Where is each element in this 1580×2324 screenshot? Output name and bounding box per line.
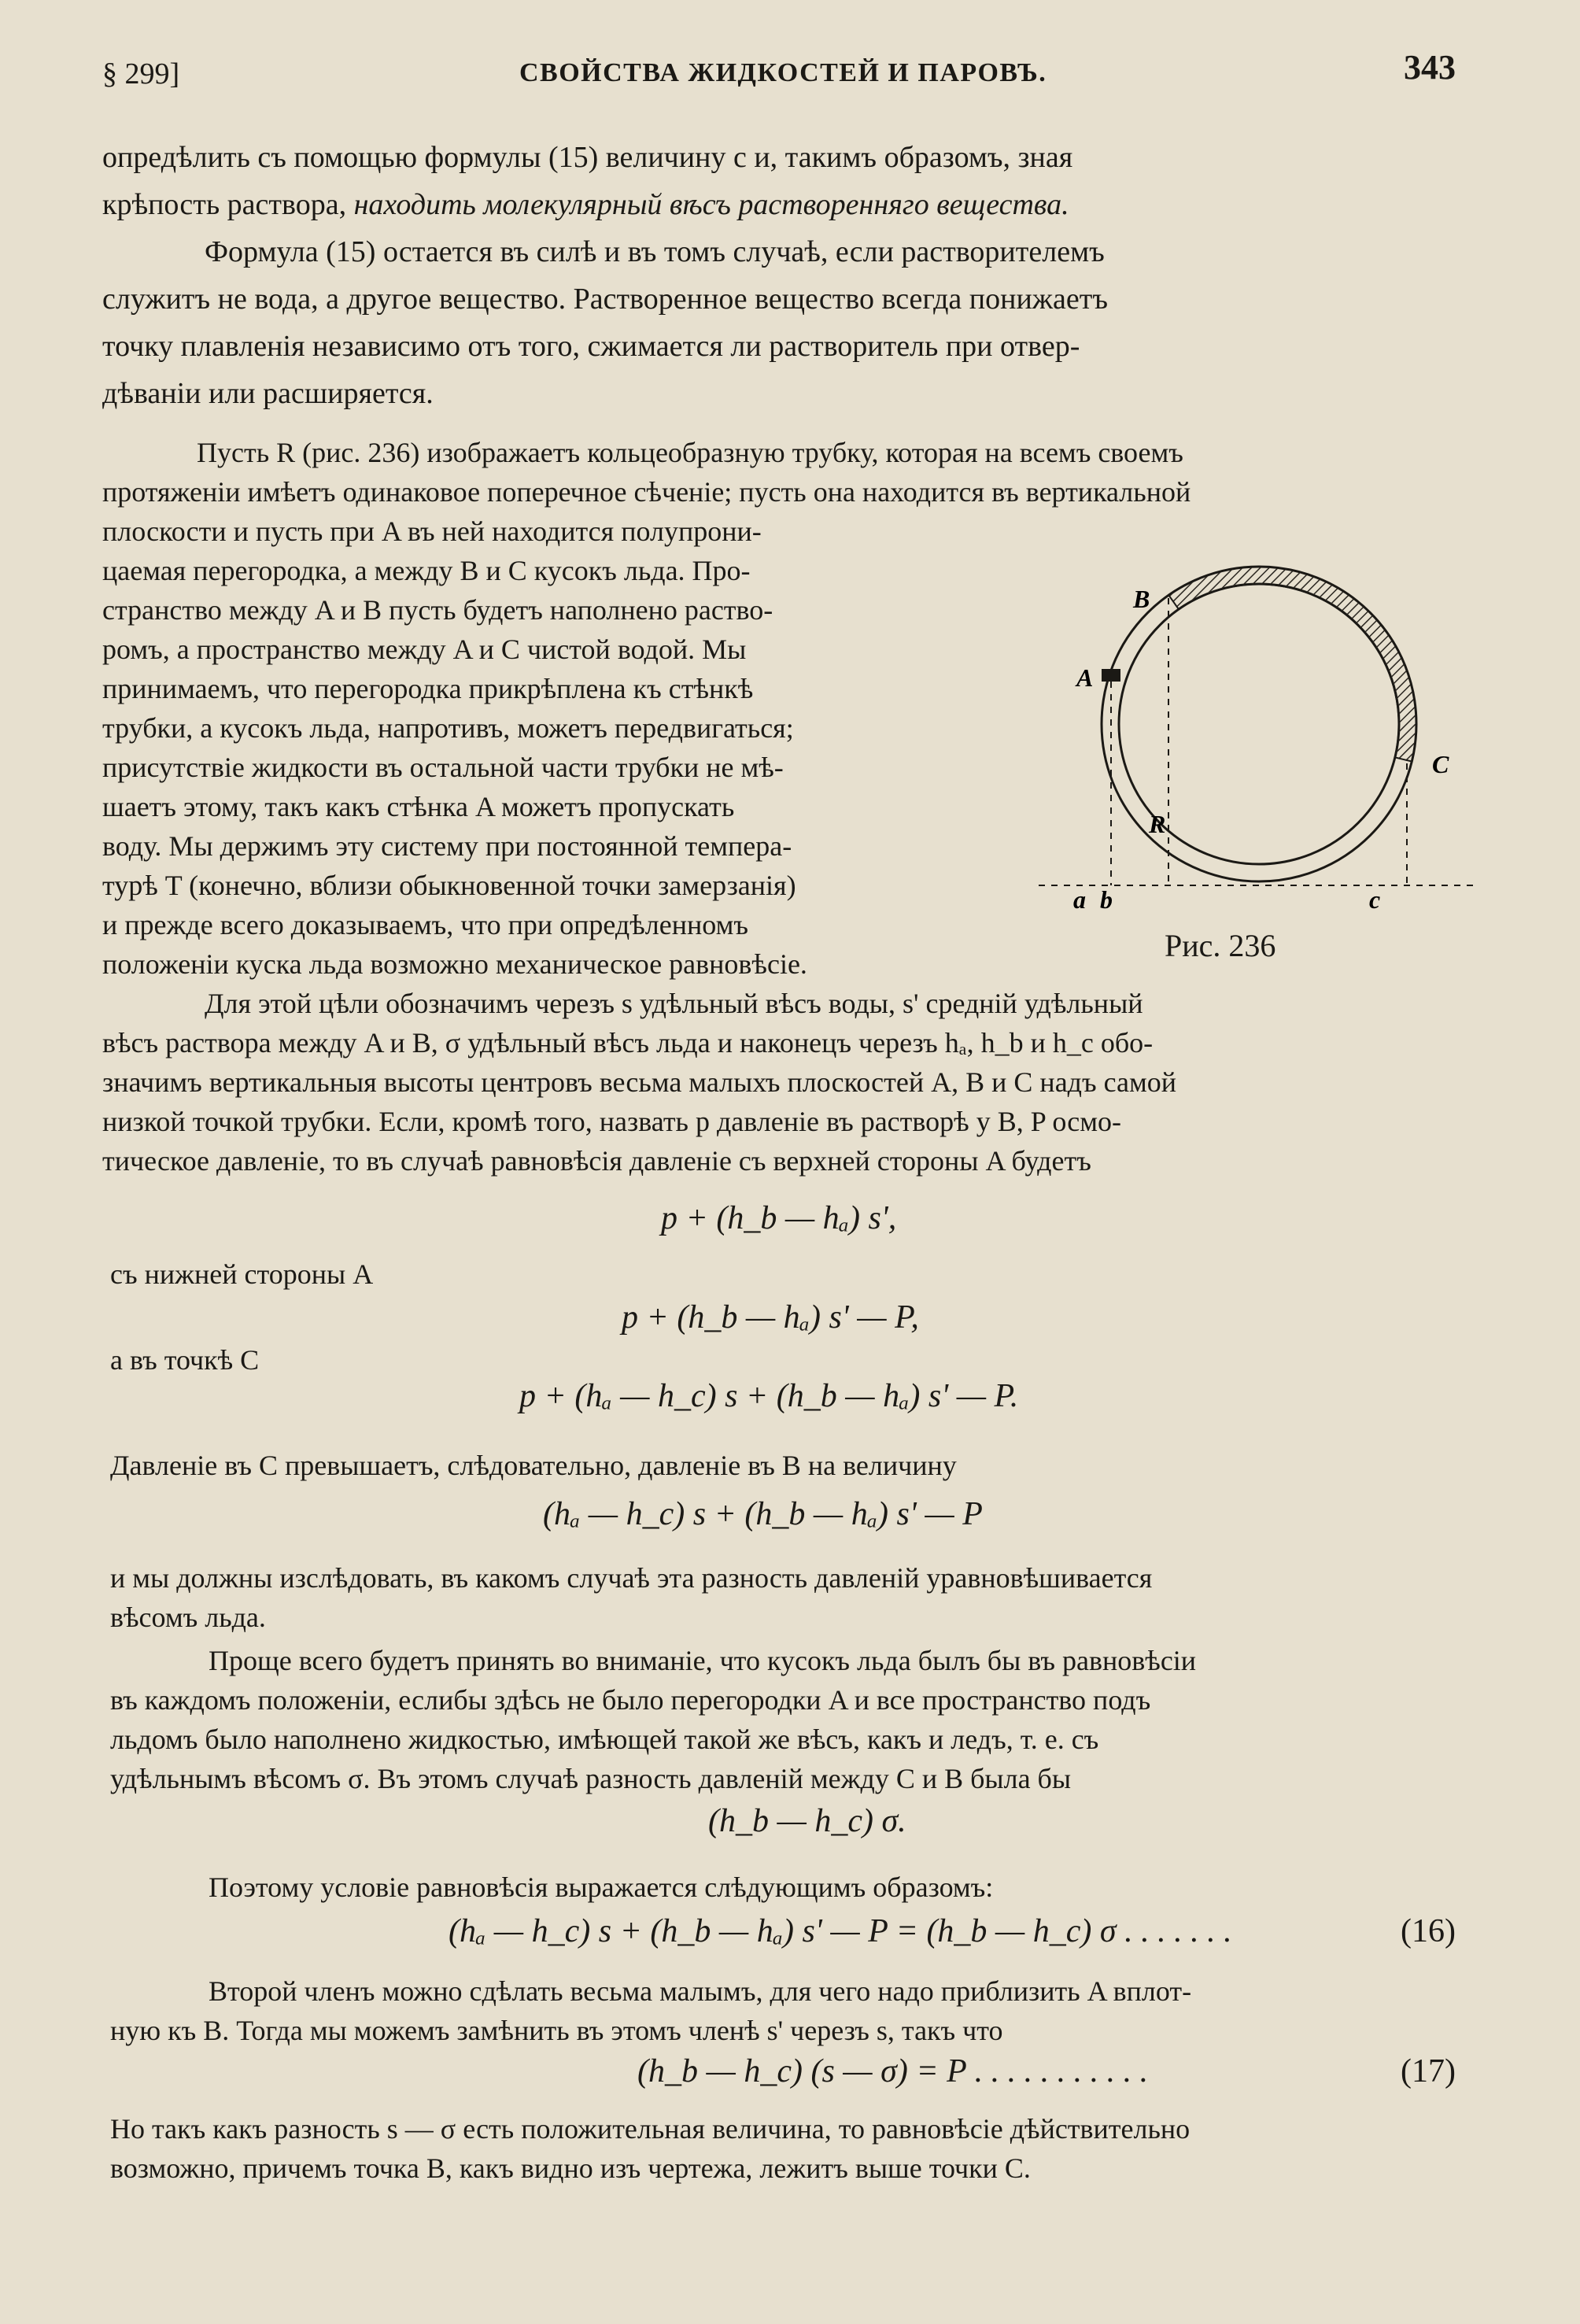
text-line: опредѣлить съ помощью формулы (15) величину c и, такимъ образомъ, зная — [102, 141, 1073, 174]
text-line: а въ точкѣ C — [110, 1344, 260, 1376]
page-number: 343 — [1404, 48, 1456, 87]
text-line: вѣсомъ льда. — [110, 1602, 266, 1633]
equation-16-body: (hₐ — h_c) s + (h_b — hₐ) s' — P = (h_b — h_c) σ . . . . . . . — [449, 1913, 1232, 1949]
text-line: странство между A и B пусть будетъ наполнено раство- — [102, 594, 773, 626]
text-span: крѣпость раствора, — [102, 188, 354, 221]
text-line: плоскости и пусть при A въ ней находится полупрони- — [102, 515, 762, 547]
text-line: Формула (15) остается въ силѣ и въ томъ случаѣ, если растворителемъ — [205, 235, 1105, 268]
text-line: Поэтому условіе равновѣсія выражается слѣдующимъ образомъ: — [209, 1871, 994, 1903]
text-line: удѣльнымъ вѣсомъ σ. Въ этомъ случаѣ разность давленій между C и B была бы — [110, 1763, 1072, 1794]
equation-17 — [637, 2052, 1456, 2090]
text-line: Пусть R (рис. 236) изображаетъ кольцеобразную трубку, которая на всемъ своемъ — [197, 437, 1183, 468]
text-line: ную къ B. Тогда мы можемъ замѣнить въ этомъ членѣ s' черезъ s, такъ что — [110, 2015, 1003, 2046]
emphasis-text: находить молекулярный вѣсъ растворенняго вещества. — [353, 188, 1069, 221]
equation-17-number: (17) — [1401, 2053, 1456, 2089]
text-line: Второй членъ можно сдѣлать весьма малымъ, для чего надо приблизить A вплот- — [209, 1975, 1192, 2007]
text-line: присутствіе жидкости въ остальной части трубки не мѣ- — [102, 752, 784, 783]
equation-16 — [449, 1912, 1456, 1950]
text-line: трубки, а кусокъ льда, напротивъ, можетъ передвигаться; — [102, 712, 794, 744]
label-C: C — [1432, 750, 1449, 778]
text-line: турѣ T (конечно, вблизи обыкновенной точки замерзанія) — [102, 870, 796, 901]
equation-4: (hₐ — h_c) s + (h_b — hₐ) s' — P — [543, 1496, 983, 1532]
equation-3: p + (hₐ — h_c) s + (h_b — hₐ) s' — P. — [519, 1378, 1019, 1414]
text-line: точку плавленія независимо отъ того, сжимается ли растворитель при отвер- — [102, 330, 1080, 363]
text-line: воду. Мы держимъ эту систему при постоянной темпера- — [102, 830, 792, 862]
label-a: a — [1073, 885, 1086, 914]
text-line: служитъ не вода, а другое вещество. Растворенное вещество всегда понижаетъ — [102, 283, 1109, 316]
text-line: ромъ, а пространство между A и C чистой водой. Мы — [102, 634, 747, 665]
text-line: дѣваніи или расширяется. — [102, 377, 434, 410]
text-line: положеніи куска льда возможно механическое равновѣсіе. — [102, 948, 807, 980]
equation-16-number: (16) — [1401, 1913, 1456, 1949]
text-line: и прежде всего доказываемъ, что при опредѣленномъ — [102, 909, 748, 940]
text-line: съ нижней стороны A — [110, 1258, 374, 1290]
text-line: Но такъ какъ разность s — σ есть положительная величина, то равновѣсіе дѣйствительно — [110, 2113, 1191, 2145]
equation-17-body: (h_b — h_c) (s — σ) = P . . . . . . . . . . . — [637, 2053, 1149, 2089]
text-line: возможно, причемъ точка B, какъ видно изъ чертежа, лежитъ выше точки C. — [110, 2152, 1031, 2184]
label-c: c — [1369, 885, 1381, 914]
equation-1: p + (h_b — hₐ) s', — [661, 1200, 897, 1236]
text-line: протяженіи имѣетъ одинаковое поперечное сѣченіе; пусть она находится въ вертикальной — [102, 476, 1191, 508]
ice-piece — [1168, 567, 1416, 761]
text-line: Давленіе въ C превышаетъ, слѣдовательно, давленіе въ B на величину — [110, 1450, 957, 1481]
text-line: вѣсъ раствора между A и B, σ удѣльный вѣсъ льда и наконецъ черезъ hₐ, h_b и h_c обо- — [102, 1027, 1154, 1059]
text-line: значимъ вертикальныя высоты центровъ весьма малыхъ плоскостей A, B и C надъ самой — [102, 1066, 1177, 1098]
chapter-title: СВОЙСТВА ЖИДКОСТЕЙ И ПАРОВЪ. — [519, 58, 1047, 87]
text-line: низкой точкой трубки. Если, кромѣ того, назвать p давленіе въ растворѣ у B, P осмо- — [102, 1106, 1122, 1137]
figure-caption: Рис. 236 — [1165, 928, 1276, 963]
text-line: тическое давленіе, то въ случаѣ равновѣсія давленіе съ верхней стороны A будетъ — [102, 1145, 1091, 1177]
ring-tube-figure — [1007, 535, 1495, 976]
label-R: R — [1149, 810, 1166, 838]
text-line: льдомъ было наполнено жидкостью, имѣющей такой же вѣсъ, какъ и ледъ, т. е. съ — [110, 1724, 1099, 1755]
text-line: шаетъ этому, такъ какъ стѣнка A можетъ пропускать — [102, 791, 735, 822]
section-number: § 299] — [102, 57, 180, 91]
text-line: Проще всего будетъ принять во вниманіе, что кусокъ льда былъ бы въ равновѣсіи — [209, 1645, 1197, 1676]
partition-A — [1102, 669, 1120, 682]
label-b: b — [1100, 885, 1113, 914]
label-B: B — [1133, 585, 1150, 613]
text-line: и мы должны изслѣдовать, въ какомъ случаѣ эта разность давленій уравновѣшивается — [110, 1562, 1153, 1594]
text-line: принимаемъ, что перегородка прикрѣплена къ стѣнкѣ — [102, 673, 754, 704]
equation-5: (h_b — h_c) σ. — [708, 1803, 906, 1839]
text-line: цаемая перегородка, а между B и C кусокъ льда. Про- — [102, 555, 751, 586]
label-A: A — [1076, 663, 1094, 692]
running-header — [102, 47, 1456, 94]
text-line — [102, 181, 1069, 228]
text-line: Для этой цѣли обозначимъ черезъ s удѣльный вѣсъ воды, s' средній удѣльный — [205, 988, 1143, 1019]
equation-2: p + (h_b — hₐ) s' — P, — [622, 1299, 919, 1336]
text-line: въ каждомъ положеніи, еслибы здѣсь не было перегородки A и все пространство подъ — [110, 1684, 1151, 1716]
